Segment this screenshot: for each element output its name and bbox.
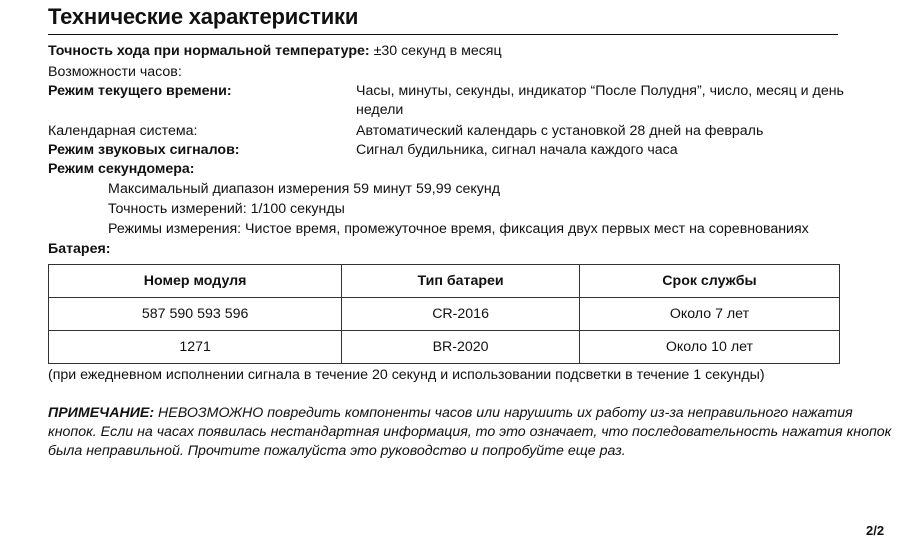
title-divider [48,34,838,35]
stopwatch-label: Режим секундомера: [48,161,195,177]
calendar-value: Автоматический календарь с установкой 28 дней на февраль [356,123,764,139]
page-number: 2/2 [866,523,885,538]
table-cell: Около 10 лет [579,331,839,364]
table-cell: 587 590 593 596 [49,298,342,331]
accuracy-value: ±30 секунд в месяц [373,43,502,59]
timekeeping-value-line1: Часы, минуты, секунды, индикатор “После Полудня”, число, месяц и день [356,83,844,99]
table-cell: 1271 [49,331,342,364]
note-block [48,404,892,461]
timekeeping-label: Режим текущего времени: [48,83,232,99]
stopwatch-line: Режимы измерения: Чистое время, промежуточное время, фиксация двух первых мест на соревнованиях [108,221,809,237]
features-label: Возможности часов: [48,64,182,80]
calendar-label: Календарная система: [48,123,198,139]
note-line: была неправильной. Прочтите пожалуйста это руководство и попробуйте еще раз. [48,443,626,459]
note-label: ПРИМЕЧАНИЕ: [48,405,155,421]
table-cell: CR-2016 [342,298,580,331]
table-cell: BR-2020 [342,331,580,364]
table-row [49,331,840,364]
battery-footnote: (при ежедневном исполнении сигнала в течение 20 секунд и использовании подсветки в течение 1 секунды) [48,367,765,383]
accuracy-label: Точность хода при нормальной температуре: [48,43,370,59]
alarm-label: Режим звуковых сигналов: [48,142,240,158]
note-line [48,404,853,423]
column-header: Тип батареи [342,265,580,298]
column-header: Срок службы [579,265,839,298]
table-cell: Около 7 лет [579,298,839,331]
accuracy-row [48,42,502,61]
battery-label: Батарея: [48,241,111,257]
column-header: Номер модуля [49,265,342,298]
note-line: кнопок. Если на часах появилась нестандартная информация, то это означает, что последовательность нажатия кнопок [48,424,892,440]
alarm-value: Сигнал будильника, сигнал начала каждого часа [356,142,678,158]
battery-table [48,264,840,364]
table-header-row [49,265,840,298]
page-title: Технические характеристики [48,4,359,29]
stopwatch-line: Максимальный диапазон измерения 59 минут 59,99 секунд [108,181,500,197]
note-text: НЕВОЗМОЖНО повредить компоненты часов или нарушить их работу из-за неправильного нажатия [154,405,853,421]
timekeeping-value-line2: недели [356,102,404,118]
table-row [49,298,840,331]
stopwatch-line: Точность измерений: 1/100 секунды [108,201,345,217]
